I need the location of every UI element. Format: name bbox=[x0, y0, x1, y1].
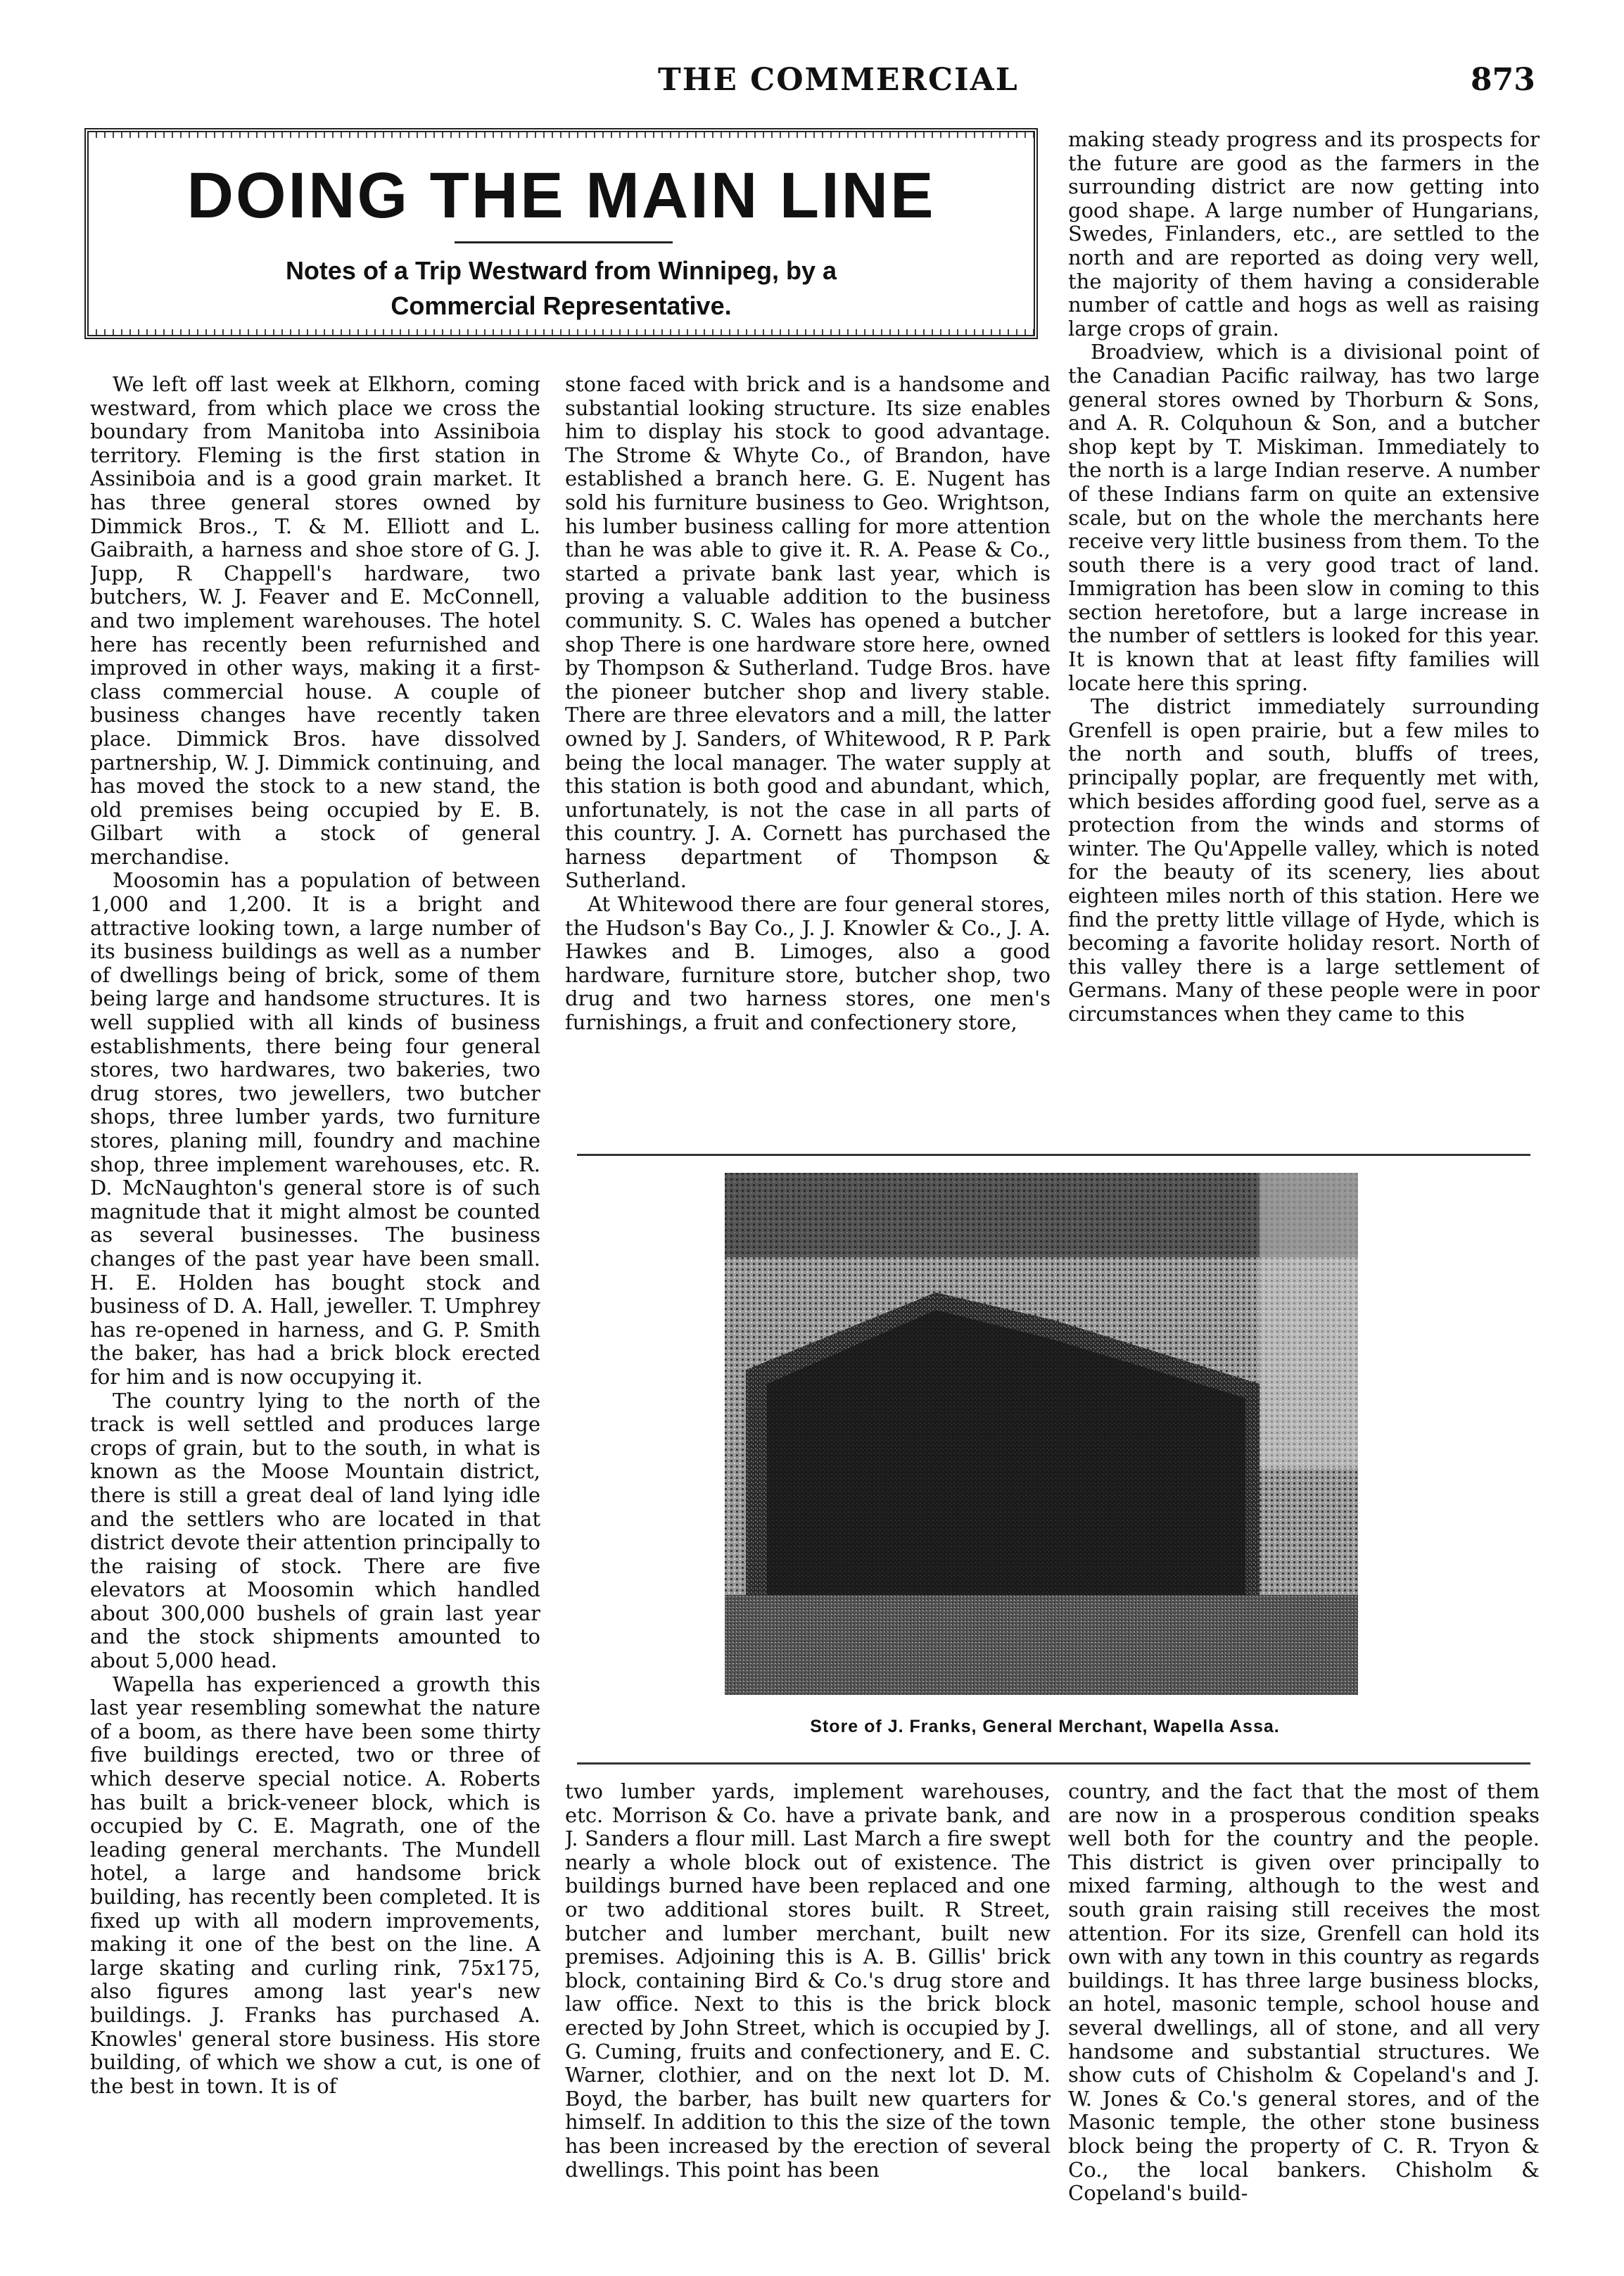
title-divider bbox=[455, 241, 673, 243]
journal-title: THE COMMERCIAL bbox=[658, 62, 1019, 98]
paragraph: country, and the fact that the most of them are now in a prosperous condition speaks well both for the country and the people. This district is given over principally to mixed farming, although to the west and south grain raising still receives the most attention. For its size, Grenfell can hold its own with any town in this country as regards buildings. It has three large business blocks, an hotel, masonic temple, school house and several dwellings, all of stone, and all very handsome and substantial structures. We show cuts of Chisholm & Copeland's and J. W. Jones & Co.'s general stores, and of the Masonic temple, the other stone business block being the property of C. R. Tryon & Co., the local bankers. Chisholm & Copeland's build- bbox=[1068, 1780, 1540, 2206]
paragraph: The district immediately surrounding Grenfell is open prairie, but a few miles to the north and south, bluffs of trees, principally poplar, are frequently met with, which besides affording good fuel, serve as a protection from the winds and storms of winter. The Qu'Appelle valley, which is noted for the beauty of its scenery, lies about eighteen miles north of this station. Here we find the pretty little village of Hyde, which is becoming a favorite holiday resort. North of this valley there is a large settlement of Germans. Many of these people were in poor circumstances when they came to this bbox=[1068, 694, 1540, 1026]
article-title-box bbox=[84, 128, 1038, 339]
running-head bbox=[0, 62, 1624, 104]
figure-top-rule bbox=[577, 1154, 1530, 1156]
paragraph: At Whitewood there are four general stores, the Hudson's Bay Co., J. J. Knowler & Co., J. A. Hawkes and B. Limoges, also a good hardware, furniture store, butcher shop, two drug and two harness stores, one men's furnishings, a fruit and confectionery store, bbox=[565, 892, 1051, 1035]
article-title: DOING THE MAIN LINE bbox=[186, 160, 936, 231]
paragraph: We left off last week at Elkhorn, coming westward, from which place we cross the boundary from Manitoba into Assiniboia territory. Fleming is the first station in Assiniboia and is a good grain market. It has three general stores owned by Dimmick Bros., T. & M. Elliott and L. Gaibraith, a harness and shoe store of G. J. Jupp, R Chappell's hardware, two butchers, W. J. Feaver and E. McConnell, and two implement warehouses. The hotel here has recently been refurnished and improved in other ways, making it a first-class commercial house. A couple of business changes have recently taken place. Dimmick Bros. have dissolved partnership, W. J. Dimmick continuing, and has moved the stock to a new stand, the old premises being occupied by E. B. Gilbart with a stock of general merchandise. bbox=[90, 373, 540, 869]
paragraph: two lumber yards, implement warehouses, etc. Morrison & Co. have a private bank, and J. Sanders a flour mill. Last March a fire swept nearly a whole block out of existence. The buildings burned have been replaced and one or two additional stores built. R Street, butcher and lumber merchant, built new premises. Adjoining this is A. B. Gillis' brick block, containing Bird & Co.'s drug store and law office. Next to this is the brick block erected by John Street, which is occupied by J. G. Cuming, fruits and confectionery, and E. C. Warner, clothier, and on the next lot D. M. Boyd, the barber, has built new quarters for himself. In addition to this the size of the town has been increased by the erection of several dwellings. This point has been bbox=[565, 1780, 1051, 2182]
figure-bottom-rule bbox=[577, 1762, 1530, 1765]
column-2-lower bbox=[565, 1780, 1051, 2230]
column-3 bbox=[1068, 128, 1540, 1141]
paragraph: Wapella has experienced a growth this last year resembling somewhat the nature of a boom, as there have been some thirty five buildings erected, two or three of which deserve special notice. A. Roberts has built a brick-veneer block, which is occupied by C. E. Magrath, one of the leading general merchants. The Mundell hotel, a large and handsome brick building, has recently been completed. It is fixed up with all modern improvements, making it one of the best on the line. A large skating and curling rink, 75x175, also figures among last year's new buildings. J. Franks has purchased A. Knowles' general store business. His store building, of which we show a cut, is one of the best in town. It is of bbox=[90, 1672, 540, 2098]
subtitle-line-1: Notes of a Trip Westward from Winnipeg, by a bbox=[285, 256, 837, 285]
store-photo-image bbox=[725, 1173, 1358, 1695]
paragraph: Moosomin has a population of between 1,000 and 1,200. It is a bright and attractive looking town, a large number of its business buildings as well as a number of dwellings being of brick, some of them being large and handsome structures. It is well supplied with all kinds of business establishments, there being four general stores, two hardwares, two bakeries, two drug stores, two jewellers, two butcher shops, three lumber yards, two furniture stores, planing mill, foundry and machine shop, three implement warehouses, etc. R. D. McNaughton's general store is of such magnitude that it might almost be counted as several businesses. The business changes of the past year have been small. H. E. Holden has bought stock and business of D. A. Hall, jeweller. T. Umphrey has re-opened in harness, and G. P. Smith the baker, has had a brick block erected for him and is now occupying it. bbox=[90, 868, 540, 1389]
paragraph: Broadview, which is a divisional point of the Canadian Pacific railway, has two large general stores owned by Thorburn & Sons, and A. R. Colquhoun & Son, and a butcher shop kept by T. Miskiman. Immediately to the north is a large Indian reserve. A number of these Indians farm on quite an extensive scale, but on the whole the merchants here receive very little business from them. To the south there is a very good tract of land. Immigration has been slow in coming to this section heretofore, but a large increase in the number of settlers is looked for this year. It is known that at least fifty families will locate here this spring. bbox=[1068, 340, 1540, 695]
column-2 bbox=[565, 373, 1051, 1140]
paragraph: The country lying to the north of the track is well settled and produces large crops of grain, but to the south, in what is known as the Moose Mountain district, there is still a great deal of land lying idle and the settlers who are located in that district devote their attention principally to the raising of stock. There are five elevators at Moosomin which handled about 300,000 bushels of grain last year and the stock shipments amounted to about 5,000 head. bbox=[90, 1388, 540, 1673]
figure-caption: Store of J. Franks, General Merchant, Wapella Assa. bbox=[810, 1717, 1280, 1736]
paragraph: making steady progress and its prospects for the future are good as the farmers in the surrounding district are now getting into good shape. A large number of Hungarians, Swedes, Finlanders, etc., are settled to the north and are reported as doing very well, the majority of them having a considerable number of cattle and hogs as well as raising large crops of grain. bbox=[1068, 128, 1540, 341]
column-3-lower bbox=[1068, 1780, 1540, 2230]
subtitle-line-2: Commercial Representative. bbox=[391, 291, 732, 320]
store-photograph bbox=[725, 1173, 1358, 1695]
photo-ground bbox=[725, 1595, 1358, 1695]
page-number: 873 bbox=[1471, 62, 1535, 98]
photo-tree bbox=[1260, 1173, 1358, 1468]
column-1 bbox=[90, 373, 540, 2230]
article-subtitle bbox=[89, 253, 1034, 324]
paragraph: stone faced with brick and is a handsome and substantial looking structure. Its size enables him to display his stock to good advantage. The Strome & Whyte Co., of Brandon, have established a branch here. G. E. Nugent has sold his furniture business to Geo. Wrightson, his lumber business calling for more attention than he was able to give it. R. A. Pease & Co., started a private bank last year, which is proving a valuable addition to the business community. S. C. Wales has opened a butcher shop There is one hardware store here, owned by Thompson & Sutherland. Tudge Bros. have the pioneer butcher shop and livery stable. There are three elevators and a mill, the latter owned by J. Sanders, of Whitewood, R P. Park being the local manager. The water supply at this station is both good and abundant, which, unfortunately, is not the case in all parts of this country. J. A. Cornett has purchased the harness department of Thompson & Sutherland. bbox=[565, 373, 1051, 893]
